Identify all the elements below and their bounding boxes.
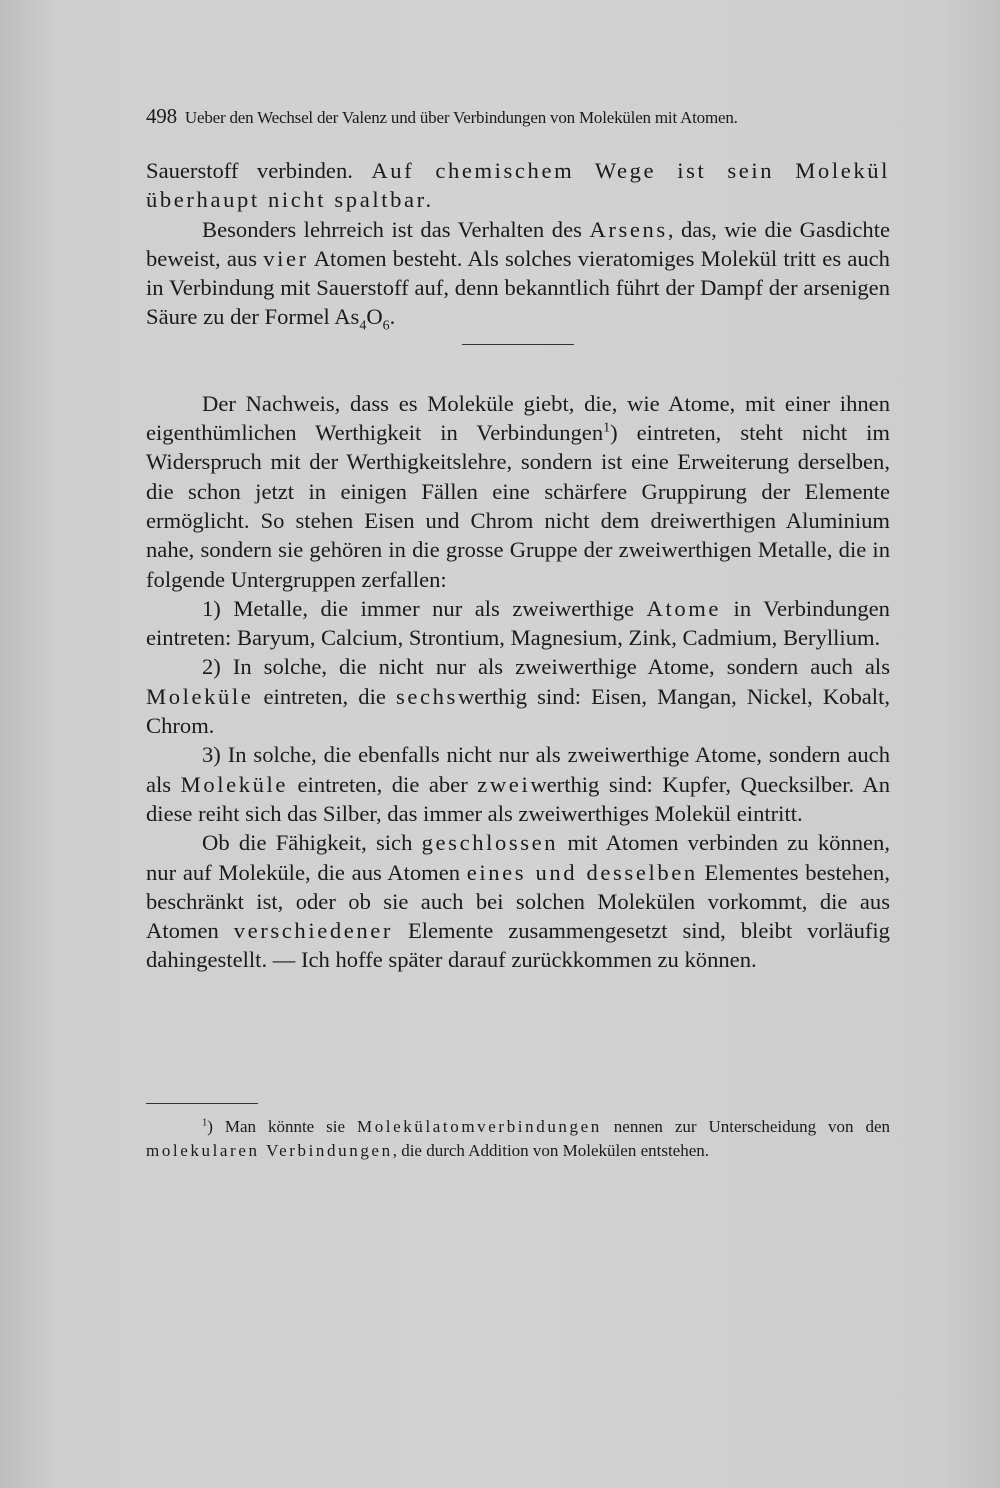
list-item-1: 1) Metalle, die immer nur als zweiwerthige Atome in Verbindungen eintreten: Baryum, Calcium, Strontium, Magnesium, Zink, Cadmium, Beryllium. (146, 595, 890, 651)
list-item-2: 2) In solche, die nicht nur als zweiwerthige Atome, sondern auch als Moleküle eintreten, die sechswerthig sind: Eisen, Mangan, Nickel, Kobalt, Chrom. (146, 654, 890, 739)
body-text (146, 156, 890, 975)
footnote: $^1$) Man könnte sie Molekülatomverbindungen nennen zur Unterscheidung von den molekularen Verbindungen, die durch Addition von Molekülen entstehen. (146, 1117, 890, 1160)
paragraph-7: Ob die Fähigkeit, sich geschlossen mit Atomen verbinden zu können, nur auf Moleküle, die aus Atomen eines und desselben Elementes bestehen, beschränkt ist, oder ob sie auch bei solchen Molekülen vorkommt, die aus Atomen verschiedener Elemente zusammengesetzt sind, bleibt vorläufig dahingestellt. — Ich hoffe später darauf zurückkommen zu können. (146, 830, 890, 973)
running-title: Ueber den Wechsel der Valenz und über Verbindungen von Molekülen mit Atomen. (184, 108, 738, 127)
footnote-ref: 1 (603, 420, 611, 436)
footnote-mark: 1 (202, 1117, 208, 1129)
footnote-rule (146, 1103, 258, 1104)
page-number: 498 (146, 104, 177, 128)
paragraph-3: Der Nachweis, dass es Moleküle giebt, die, wie Atome, mit einer ihnen eigenthümlichen Werthigkeit in Verbindungen$^1$) eintreten, steht nicht im Widerspruch mit der Werthigkeitslehre, sondern ist eine Erweiterung derselben, die schon jetzt in einigen Fällen eine schärfere Gruppirung der Elemente ermöglicht. So stehen Eisen und Chrom nicht dem dreiwerthigen Aluminium nahe, sondern sie gehören in die grosse Gruppe der zweiwerthigen Metalle, die in folgende Untergruppen zerfallen: (146, 390, 890, 592)
paragraph-1: Sauerstoff verbinden. Auf chemischem Wege ist sein Molekül überhaupt nicht spaltbar. (146, 158, 890, 213)
paragraph-2: Besonders lehrreich ist das Verhalten des Arsens, das, wie die Gasdichte beweist, aus vier Atomen besteht. Als solches vieratomiges Molekül tritt es auch in Verbindung mit Sauerstoff auf, denn bekanntlich führt der Dampf der arsenigen Säure zu der Formel $As_4O_6$. (146, 216, 890, 334)
list-item-3: 3) In solche, die ebenfalls nicht nur als zweiwerthige Atome, sondern auch als Moleküle eintreten, die aber zweiwerthig sind: Kupfer, Quecksilber. An diese reiht sich das Silber, das immer als zweiwerthiges Molekül eintritt. (146, 742, 891, 826)
section-separator (462, 344, 574, 345)
running-header (146, 104, 892, 129)
